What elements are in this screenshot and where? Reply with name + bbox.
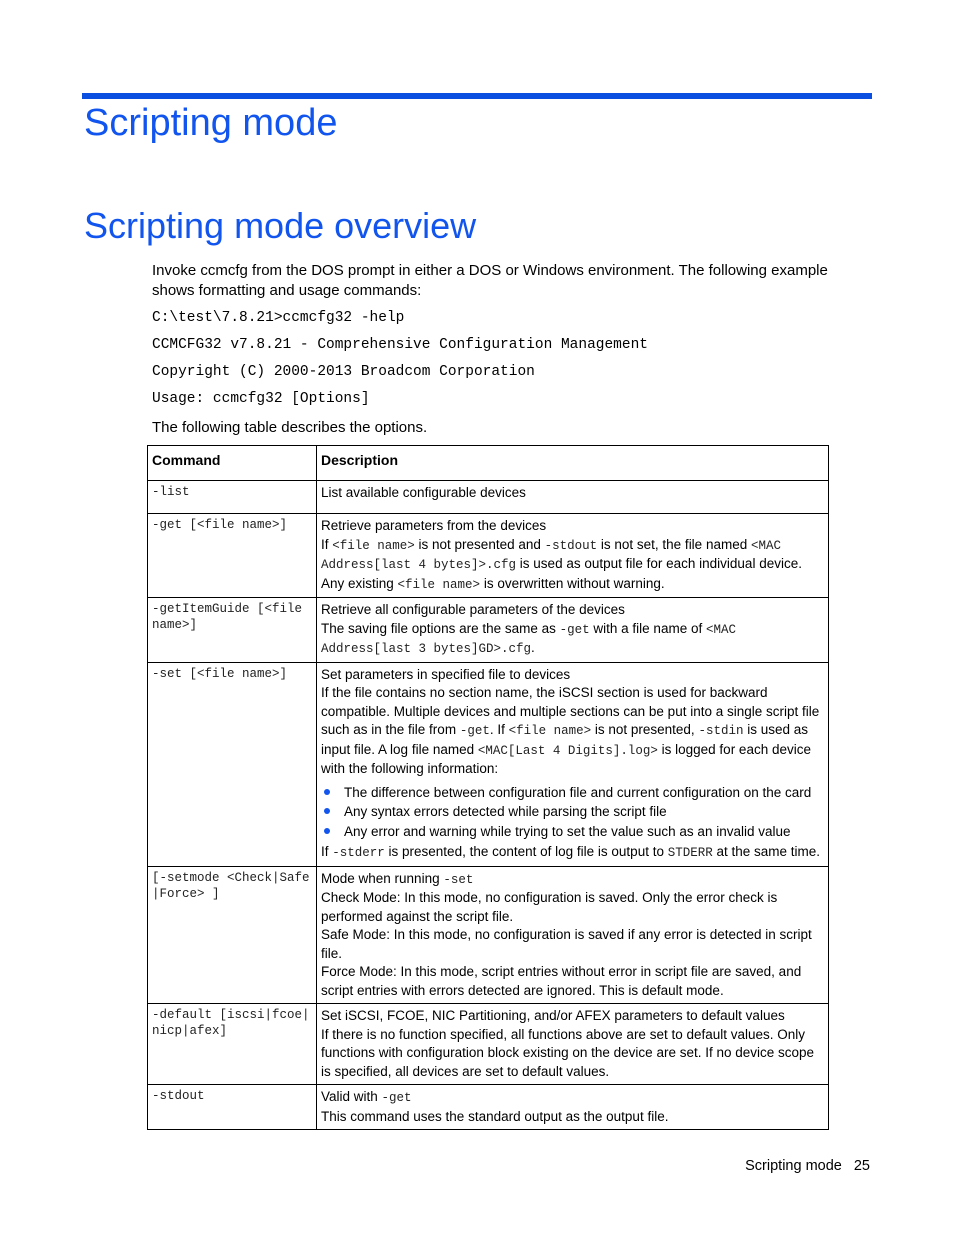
section-title: Scripting mode overview	[84, 205, 477, 246]
description-cell: List available configurable devices	[317, 481, 829, 514]
description-cell: Set iSCSI, FCOE, NIC Partitioning, and/or AFEX parameters to default values If there is no function specified, all functions above are set to default values. Only functions with configuration block existing on the device are set. If no device scope is specified, all devices are set to default values.	[317, 1004, 829, 1085]
page-number: 25	[853, 1158, 870, 1174]
footer-label: Scripting mode	[745, 1158, 842, 1174]
command-cell: [-setmode <Check|Safe|Force> ]	[148, 866, 317, 1004]
code-line-copyright: Copyright (C) 2000-2013 Broadcom Corporation	[152, 364, 535, 380]
page-title: Scripting mode	[84, 102, 338, 144]
table-header-row	[148, 446, 829, 481]
command-cell: -get [<file name>]	[148, 514, 317, 598]
table-row	[148, 481, 829, 514]
options-table	[147, 445, 829, 1130]
command-cell: -stdout	[148, 1085, 317, 1130]
description-cell: Mode when running -set Check Mode: In this mode, no configuration is saved. Only the error check is performed against the script file. Safe Mode: In this mode, no configuration is saved if any error is detected in script file. Force Mode: In this mode, script entries without error in script file are saved, and script entries with errors detected are ignored. This is default mode.	[317, 866, 829, 1004]
description-cell: Valid with -get This command uses the standard output as the output file.	[317, 1085, 829, 1130]
command-cell: -default [iscsi|fcoe|nicp|afex]	[148, 1004, 317, 1085]
intro-paragraph: Invoke ccmcfg from the DOS prompt in either a DOS or Windows environment. The following example shows formatting and usage commands:	[152, 262, 828, 299]
command-cell: -set [<file name>]	[148, 662, 317, 866]
table-row	[148, 1004, 829, 1085]
column-header-description: Description	[317, 446, 829, 481]
description-cell: Retrieve parameters from the devices If <file name> is not presented and -stdout is not set, the file named <MAC Address[last 4 bytes]>.cfg is used as output file for each individual device. Any existing <file name> is overwritten without warning.	[317, 514, 829, 598]
table-row	[148, 598, 829, 663]
code-line-help: C:\test\7.8.21>ccmcfg32 -help	[152, 310, 405, 326]
table-body	[148, 481, 829, 1130]
table-row	[148, 1085, 829, 1130]
code-line-version: CCMCFG32 v7.8.21 - Comprehensive Configuration Management	[152, 337, 648, 353]
column-header-command: Command	[148, 446, 317, 481]
description-cell: Set parameters in specified file to devices If the file contains no section name, the iSCSI section is used for backward compatible. Multiple devices and multiple sections can be put into a single script file such as in the file from -get. If <file name> is not presented, -stdin is used as input file. A log file named <MAC[Last 4 Digits].log> is logged for each device with the following information: The difference between configuration file and current configuration on the card Any syntax errors detected while parsing the script file Any error and warning while trying to set the value such as an invalid value If -stderr is presented, the content of log file is output to STDERR at the same time.	[317, 662, 829, 866]
description-cell: Retrieve all configurable parameters of the devices The saving file options are the same as -get with a file name of <MAC Address[last 3 bytes]GD>.cfg.	[317, 598, 829, 663]
table-row	[148, 866, 829, 1004]
table-row	[148, 662, 829, 866]
top-rule	[82, 93, 872, 99]
table-intro: The following table describes the options.	[152, 419, 428, 436]
code-line-usage: Usage: ccmcfg32 [Options]	[152, 391, 370, 407]
command-cell: -getItemGuide [<file name>]	[148, 598, 317, 663]
page-footer	[745, 1158, 870, 1174]
command-cell: -list	[148, 481, 317, 514]
table-row	[148, 514, 829, 598]
